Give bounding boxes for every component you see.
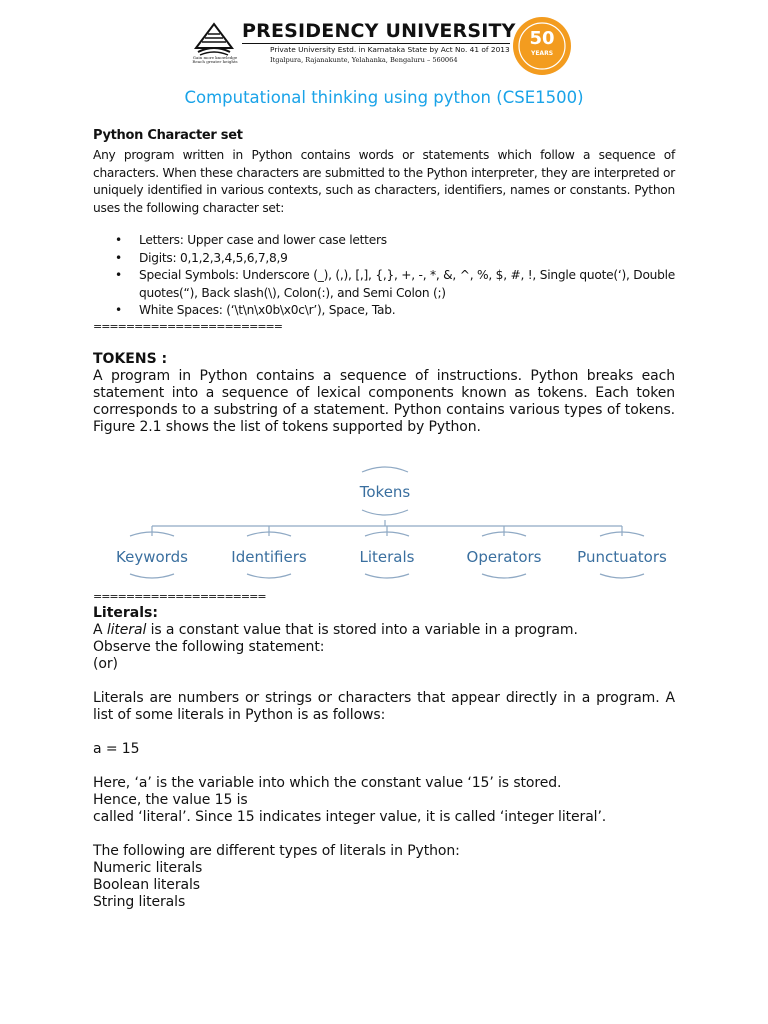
list-item: • Special Symbols: Underscore (_), (,), [,], {,}, +, -, *, &, ^, %, $, #, !, Single quote(‘), Double quotes(“), Back slash(\), Colon(:), and Semi Colon (;) — [115, 268, 675, 300]
literals-explanation-3: called ‘literal’. Since 15 indicates integer value, it is called ‘integer literal’. — [93, 809, 607, 825]
character-set-heading: Python Character set — [93, 128, 243, 143]
bullet: • — [115, 268, 122, 283]
root-arc-bottom — [362, 510, 408, 515]
literals-section — [93, 590, 675, 911]
badge-years: YEARS — [530, 50, 554, 57]
list-item: Numeric literals — [93, 860, 203, 876]
character-set-section — [93, 128, 675, 334]
university-name: PRESIDENCY UNIVERSITY — [242, 20, 516, 42]
diagram-node-identifiers: Identifiers — [231, 548, 307, 566]
literals-paragraph: Literals are numbers or strings or characters that appear directly in a program. A list of some literals in Python is as follows: — [93, 690, 675, 723]
tokens-section — [93, 350, 675, 436]
diagram-node-operators: Operators — [466, 548, 542, 566]
literal-example-code: a = 15 — [93, 741, 140, 757]
logo-tagline: Gain more knowledge Reach greater heights — [192, 55, 238, 64]
section-separator: ===================== — [93, 590, 266, 603]
diagram-node-keywords: Keywords — [116, 548, 188, 566]
diagram-root-label: Tokens — [359, 483, 411, 501]
character-set-intro: Any program written in Python contains words or statements which follow a sequence of characters. When these characters are submitted to the Python interpreter, they are interpreted or uniquely identified in various contexts, such as characters, identifiers, names or constants. Python uses the following character set: — [93, 148, 675, 215]
university-address: Itgalpura, Rajanakunte, Yelahanka, Bengaluru – 560064 — [270, 56, 458, 64]
literals-heading: Literals: — [93, 605, 158, 621]
university-act-line: Private University Estd. in Karnataka State by Act No. 41 of 2013 — [270, 45, 510, 54]
list-item: Boolean literals — [93, 877, 200, 893]
badge-number: 50 — [529, 28, 555, 49]
university-header — [192, 16, 582, 70]
literals-explanation-1: Here, ‘a’ is the variable into which the constant value ‘15’ is stored. — [93, 775, 562, 791]
bullet: • — [115, 303, 122, 318]
bullet: • — [115, 233, 122, 247]
list-item: String literals — [93, 894, 186, 910]
literals-or: (or) — [93, 656, 118, 672]
anniversary-badge — [512, 16, 572, 76]
list-item: • White Spaces: (‘\t\n\x0b\x0c\r’), Space, Tab. — [93, 302, 675, 320]
header-rule — [242, 43, 510, 44]
list-item: • Letters: Upper case and lower case letters — [93, 232, 675, 250]
literals-definition: A literal is a constant value that is stored into a variable in a program. — [93, 622, 578, 638]
character-set-list — [93, 232, 675, 320]
list-item: • Digits: 0,1,2,3,4,5,6,7,8,9 — [93, 250, 675, 268]
tokens-paragraph: A program in Python contains a sequence of instructions. Python breaks each statement into a sequence of lexical components known as tokens. Each token corresponds to a substring of a statement. Python contains various types of tokens. Figure 2.1 shows the list of tokens supported by Python. — [93, 368, 675, 435]
document-title: Computational thinking using python (CSE1500) — [184, 88, 584, 107]
section-separator: ======================= — [93, 319, 282, 333]
tokens-diagram — [90, 462, 680, 592]
literals-explanation-2: Hence, the value 15 is — [93, 792, 248, 808]
literal-types-intro: The following are different types of literals in Python: — [93, 843, 460, 859]
tokens-heading: TOKENS : — [93, 351, 168, 367]
root-arc-top — [362, 467, 408, 472]
diagram-node-punctuators: Punctuators — [577, 548, 667, 566]
literals-observe: Observe the following statement: — [93, 639, 325, 655]
bullet: • — [115, 250, 122, 265]
diagram-node-literals: Literals — [359, 548, 415, 566]
